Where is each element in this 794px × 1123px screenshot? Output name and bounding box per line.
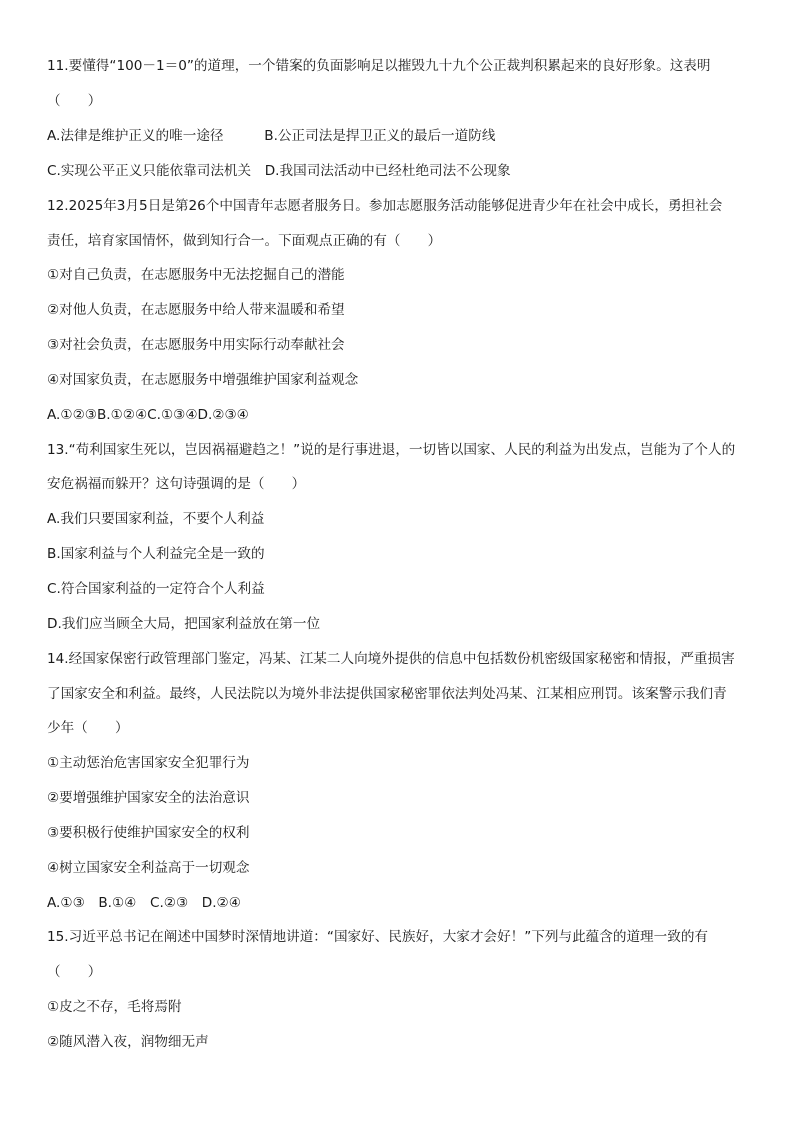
q12-statement-4: ④对国家负责，在志愿服务中增强维护国家利益观念	[47, 372, 359, 388]
q11-stem-line-1: 11.要懂得“100－1＝0”的道理，一个错案的负面影响足以摧毁九十九个公正裁判积累起来的良好形象。这表明	[47, 58, 711, 74]
q12-options: A.①②③B.①②④C.①③④D.②③④	[47, 407, 249, 423]
q15-stem-line-1: 15.习近平总书记在阐述中国梦时深情地讲道：“国家好、民族好，大家才会好！”下列与此蕴含的道理一致的有	[47, 929, 709, 945]
q15-statement-1: ①皮之不存，毛将焉附	[47, 999, 182, 1015]
q11-options-ab: A.法律是维护正义的唯一途径 B.公正司法是捍卫正义的最后一道防线	[47, 128, 496, 144]
q15-stem-line-2: （ ）	[47, 964, 102, 980]
q14-statement-4: ④树立国家安全利益高于一切观念	[47, 860, 250, 876]
q14-statement-2: ②要增强维护国家安全的法治意识	[47, 790, 250, 806]
q14-statement-3: ③要积极行使维护国家安全的权利	[47, 825, 250, 841]
q12-stem-line-2: 责任，培育家国情怀，做到知行合一。下面观点正确的有（ ）	[47, 233, 442, 249]
q11-stem-line-2: （ ）	[47, 93, 102, 109]
q13-option-a: A.我们只要国家利益，不要个人利益	[47, 511, 265, 527]
q13-option-b: B.国家利益与个人利益完全是一致的	[47, 546, 265, 562]
q14-statement-1: ①主动惩治危害国家安全犯罪行为	[47, 755, 250, 771]
q13-option-c: C.符合国家利益的一定符合个人利益	[47, 581, 265, 597]
q11-options-cd: C.实现公平正义只能依靠司法机关 D.我国司法活动中已经杜绝司法不公现象	[47, 163, 511, 179]
q12-statement-2: ②对他人负责，在志愿服务中给人带来温暖和希望	[47, 302, 345, 318]
q12-statement-1: ①对自己负责，在志愿服务中无法挖掘自己的潜能	[47, 267, 345, 283]
q14-stem-line-3: 少年（ ）	[47, 720, 129, 736]
q13-option-d: D.我们应当顾全大局，把国家利益放在第一位	[47, 616, 321, 632]
q14-stem-line-1: 14.经国家保密行政管理部门鉴定，冯某、江某二人向境外提供的信息中包括数份机密级国家秘密和情报，严重损害	[47, 651, 735, 667]
q12-statement-3: ③对社会负责，在志愿服务中用实际行动奉献社会	[47, 337, 345, 353]
q14-stem-line-2: 了国家安全和利益。最终，人民法院以为境外非法提供国家秘密罪依法判处冯某、江某相应刑罚。该案警示我们青	[47, 686, 727, 702]
q12-stem-line-1: 12.2025年3月5日是第26个中国青年志愿者服务日。参加志愿服务活动能够促进青少年在社会中成长，勇担社会	[47, 198, 723, 214]
q13-stem-line-1: 13.“苟利国家生死以，岂因祸福避趋之！”说的是行事进退，一切皆以国家、人民的利益为出发点，岂能为了个人的	[47, 442, 736, 458]
q14-options: A.①③ B.①④ C.②③ D.②④	[47, 895, 241, 911]
q13-stem-line-2: 安危祸福而躲开？这句诗强调的是（ ）	[47, 476, 306, 492]
q15-statement-2: ②随风潜入夜，润物细无声	[47, 1034, 209, 1050]
